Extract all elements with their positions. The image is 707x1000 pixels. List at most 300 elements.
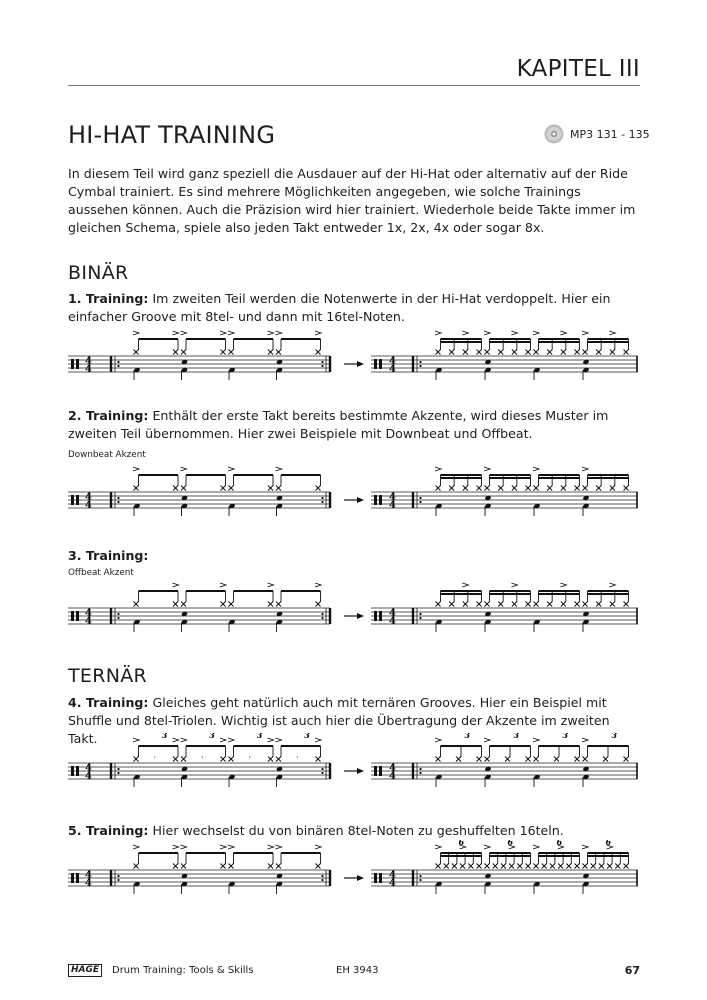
hihat-note [463, 350, 468, 355]
accent-mark [276, 845, 282, 849]
tuplet-number: 3 [304, 733, 310, 740]
time-signature-bottom: 4 [85, 500, 92, 511]
percussion-clef [379, 611, 382, 621]
repeat-dot [117, 501, 119, 503]
repeat-dot [419, 875, 421, 877]
page-footer [68, 964, 640, 980]
hihat-note [449, 602, 454, 607]
hihat-note [316, 350, 321, 355]
repeat-dot [419, 772, 421, 774]
hihat-note [316, 602, 321, 607]
hihat-note [268, 864, 273, 869]
hihat-note [512, 486, 517, 491]
notation-system-4 [68, 733, 640, 795]
eighth-rest: 𝄾 [248, 754, 251, 762]
accent-mark [228, 467, 234, 471]
time-signature-top: 4 [85, 608, 92, 619]
arrow-head [357, 361, 364, 367]
hihat-note [558, 864, 563, 869]
chapter-title: KAPITEL III [516, 56, 640, 82]
training-4-body: Gleiches geht natürlich auch mit ternären Grooves. Hier ein Beispiel mit Shuffle und 8tel-Triolen. Wichtig ist auch hier die Übertragung der Akzente im zweiten Takt. [68, 695, 610, 746]
hihat-note [561, 350, 566, 355]
hihat-note [436, 486, 441, 491]
accent-mark [582, 331, 588, 335]
hihat-note [449, 486, 454, 491]
hihat-note [610, 602, 615, 607]
tuplet-number: 6 [605, 840, 612, 847]
percussion-clef [379, 873, 382, 883]
hihat-note [603, 757, 608, 762]
hihat-note [624, 486, 629, 491]
accent-mark [173, 583, 179, 587]
hihat-note [463, 602, 468, 607]
hihat-note [566, 864, 571, 869]
accent-mark [268, 738, 274, 742]
hihat-note [534, 350, 539, 355]
percussion-clef [71, 873, 74, 883]
hihat-note [477, 757, 482, 762]
tuplet-number: 6 [556, 840, 563, 847]
percussion-clef [76, 611, 79, 621]
tuplet-number: 3 [209, 733, 215, 740]
arrow-head [357, 875, 364, 881]
notation-system-1 [68, 326, 640, 386]
hihat-note [276, 757, 281, 762]
training-2-body: Enthält der erste Takt bereits bestimmte Akzente, wird dieses Muster im zweiten Teil übernommen. Hier zwei Beispiele mit Downbeat und Offbeat. [68, 408, 609, 441]
repeat-dot [117, 772, 119, 774]
hihat-note [268, 602, 273, 607]
hihat-note [583, 757, 588, 762]
repeat-dot [117, 875, 119, 877]
time-signature-bottom: 4 [85, 364, 92, 375]
notation-system-3 [68, 578, 640, 638]
accent-mark [533, 331, 539, 335]
accent-mark [133, 738, 139, 742]
tuplet-number: 6 [507, 840, 514, 847]
hihat-note [501, 864, 506, 869]
hihat-note [505, 757, 510, 762]
hihat-note [173, 486, 178, 491]
accent-mark [173, 738, 179, 742]
time-signature-bottom: 4 [389, 500, 396, 511]
accent-mark [268, 845, 274, 849]
repeat-dot [117, 879, 119, 881]
hihat-note [561, 602, 566, 607]
hihat-note [550, 864, 555, 869]
accent-mark [220, 583, 226, 587]
hihat-note [624, 350, 629, 355]
hihat-note [512, 602, 517, 607]
percussion-clef [76, 766, 79, 776]
accent-mark [133, 845, 139, 849]
intro-paragraph: In diesem Teil wird ganz speziell die Ausdauer auf der Hi-Hat oder alternativ auf der Ride Cymbal trainiert. Es sind mehrere Möglichkeiten angegeben, wie solche Trainings aussehen können. Auch die Präzision wird hier trainiert. Wiederhole beide Takte immer im gleichen Schema, spiele also jeden Takt entweder 1x, 2x, 4x oder sogar 8x. [68, 166, 636, 235]
accent-mark [315, 331, 321, 335]
hihat-note [449, 350, 454, 355]
section-heading-ternaer: TERNÄR [68, 665, 148, 687]
time-signature-top: 4 [85, 870, 92, 881]
hihat-note [221, 486, 226, 491]
repeat-dot [321, 879, 323, 881]
percussion-clef [379, 359, 382, 369]
caption-downbeat: Downbeat Akzent [68, 450, 146, 460]
accent-mark [435, 331, 441, 335]
repeat-dot [419, 365, 421, 367]
arrow-head [357, 613, 364, 619]
percussion-clef [76, 359, 79, 369]
percussion-clef [71, 611, 74, 621]
percussion-clef [374, 766, 377, 776]
hihat-note [468, 864, 473, 869]
arrow-head [357, 497, 364, 503]
hihat-note [596, 486, 601, 491]
hihat-note [477, 602, 482, 607]
percussion-clef [374, 359, 377, 369]
hihat-note [498, 602, 503, 607]
hihat-note [436, 864, 441, 869]
accent-mark [276, 738, 282, 742]
hihat-note [221, 602, 226, 607]
hihat-note [575, 602, 580, 607]
tuplet-number: 3 [562, 733, 569, 740]
hihat-note [517, 864, 522, 869]
hihat-note [534, 486, 539, 491]
hihat-note [624, 864, 629, 869]
accent-mark [582, 738, 588, 742]
repeat-dot [419, 768, 421, 770]
hihat-note [316, 486, 321, 491]
repeat-dot [117, 365, 119, 367]
page-number: 67 [624, 964, 640, 977]
hihat-note [173, 350, 178, 355]
hihat-note [436, 350, 441, 355]
hihat-note [221, 864, 226, 869]
hihat-note [607, 864, 612, 869]
repeat-dot [321, 613, 323, 615]
accent-mark [133, 467, 139, 471]
arrow-head [357, 768, 364, 774]
hihat-note [221, 350, 226, 355]
hihat-note [477, 486, 482, 491]
repeat-dot [419, 501, 421, 503]
training-2-text [68, 407, 640, 443]
accent-mark [315, 738, 321, 742]
hihat-note [596, 602, 601, 607]
caption-offbeat: Offbeat Akzent [68, 568, 134, 578]
percussion-clef [76, 873, 79, 883]
accent-mark [173, 331, 179, 335]
repeat-dot [321, 768, 323, 770]
time-signature-bottom: 4 [389, 878, 396, 889]
hihat-note [134, 757, 139, 762]
accent-mark [435, 738, 441, 742]
mp3-label: MP3 131 - 135 [570, 127, 650, 141]
hihat-note [460, 864, 465, 869]
hihat-note [134, 602, 139, 607]
hihat-note [173, 602, 178, 607]
accent-mark [228, 738, 234, 742]
accent-mark [511, 331, 517, 335]
hihat-note [134, 350, 139, 355]
footer-book-title: Drum Training: Tools & Skills [112, 965, 254, 976]
hihat-note [268, 757, 273, 762]
accent-mark [484, 467, 490, 471]
repeat-dot [321, 875, 323, 877]
hihat-note [547, 350, 552, 355]
hihat-note [575, 757, 580, 762]
repeat-dot [321, 772, 323, 774]
hihat-note [583, 864, 588, 869]
hihat-note [561, 486, 566, 491]
percussion-clef [76, 495, 79, 505]
eighth-rest: 𝄾 [296, 754, 299, 762]
hihat-note [134, 486, 139, 491]
hihat-note [181, 864, 186, 869]
page-title: HI-HAT TRAINING [68, 121, 276, 149]
hihat-note [493, 864, 498, 869]
hihat-note [485, 864, 490, 869]
hihat-note [498, 350, 503, 355]
hihat-note [229, 486, 234, 491]
time-signature-top: 4 [85, 356, 92, 367]
accent-mark [268, 331, 274, 335]
cd-icon [544, 124, 564, 144]
training-4-label: 4. Training: [68, 695, 149, 710]
hihat-note [526, 486, 531, 491]
tuplet-number: 3 [513, 733, 520, 740]
hihat-note [509, 864, 514, 869]
training-1-body: Im zweiten Teil werden die Notenwerte in der Hi-Hat verdoppelt. Hier ein einfacher Groove mit 8tel- und dann mit 16tel-Noten. [68, 291, 611, 324]
hihat-note [463, 486, 468, 491]
hihat-note [276, 864, 281, 869]
hihat-note [547, 602, 552, 607]
eighth-rest: 𝄾 [153, 754, 156, 762]
accent-mark [276, 331, 282, 335]
accent-mark [484, 845, 490, 849]
accent-mark [181, 845, 187, 849]
tuplet-number: 3 [611, 733, 618, 740]
training-5-body: Hier wechselst du von binären 8tel-Noten zu geshuffelten 16teln. [148, 823, 564, 838]
hihat-note [436, 602, 441, 607]
accent-mark [315, 583, 321, 587]
time-signature-top: 4 [389, 492, 396, 503]
time-signature-bottom: 4 [85, 771, 92, 782]
hihat-note [229, 864, 234, 869]
notation-system-2 [68, 462, 640, 522]
hihat-note [596, 350, 601, 355]
hihat-note [221, 757, 226, 762]
accent-mark [533, 738, 539, 742]
percussion-clef [374, 873, 377, 883]
tuplet-number: 3 [464, 733, 471, 740]
repeat-dot [321, 361, 323, 363]
eighth-rest: 𝄾 [201, 754, 204, 762]
accent-mark [276, 467, 282, 471]
repeat-dot [419, 879, 421, 881]
hihat-note [229, 350, 234, 355]
percussion-clef [374, 611, 377, 621]
hihat-note [268, 350, 273, 355]
hihat-note [575, 486, 580, 491]
repeat-dot [321, 497, 323, 499]
training-2-label: 2. Training: [68, 408, 149, 423]
tuplet-number: 3 [256, 733, 263, 740]
hihat-note [575, 350, 580, 355]
accent-mark [220, 845, 226, 849]
hihat-note [485, 757, 490, 762]
repeat-dot [117, 768, 119, 770]
time-signature-top: 4 [389, 763, 396, 774]
hihat-note [542, 864, 547, 869]
repeat-dot [117, 613, 119, 615]
accent-mark [462, 583, 468, 587]
training-3-text [68, 547, 640, 565]
hihat-note [624, 602, 629, 607]
time-signature-bottom: 4 [389, 616, 396, 627]
repeat-dot [117, 497, 119, 499]
accent-mark [181, 738, 187, 742]
hihat-note [316, 864, 321, 869]
percussion-clef [71, 766, 74, 776]
percussion-clef [71, 359, 74, 369]
time-signature-bottom: 4 [389, 771, 396, 782]
section-heading-binaer: BINÄR [68, 262, 129, 284]
hihat-note [173, 864, 178, 869]
hihat-note [534, 602, 539, 607]
time-signature-top: 4 [389, 356, 396, 367]
hihat-note [173, 757, 178, 762]
hihat-note [181, 602, 186, 607]
time-signature-bottom: 4 [85, 878, 92, 889]
accent-mark [228, 331, 234, 335]
accent-mark [220, 331, 226, 335]
hihat-note [512, 350, 517, 355]
training-1-label: 1. Training: [68, 291, 149, 306]
repeat-dot [419, 613, 421, 615]
repeat-dot [321, 501, 323, 503]
hihat-note [452, 864, 457, 869]
accent-mark [560, 331, 566, 335]
hihat-note [229, 602, 234, 607]
accent-mark [435, 845, 441, 849]
accent-mark [609, 583, 615, 587]
repeat-dot [419, 361, 421, 363]
hihat-note [316, 757, 321, 762]
accent-mark [484, 331, 490, 335]
hihat-note [498, 486, 503, 491]
repeat-dot [321, 617, 323, 619]
hihat-note [583, 350, 588, 355]
time-signature-top: 4 [389, 608, 396, 619]
hihat-note [485, 486, 490, 491]
accent-mark [582, 467, 588, 471]
hihat-note [526, 864, 531, 869]
accent-mark [268, 583, 274, 587]
percussion-clef [71, 495, 74, 505]
tuplet-number: 3 [161, 733, 168, 740]
hihat-note [229, 757, 234, 762]
hihat-note [134, 864, 139, 869]
hihat-note [547, 486, 552, 491]
hihat-note [575, 864, 580, 869]
footer-catalog-number: EH 3943 [336, 965, 379, 976]
accent-mark [560, 583, 566, 587]
hihat-note [583, 486, 588, 491]
accent-mark [220, 738, 226, 742]
accent-mark [533, 467, 539, 471]
hihat-note [534, 864, 539, 869]
accent-mark [315, 845, 321, 849]
hihat-note [526, 602, 531, 607]
accent-mark [462, 331, 468, 335]
time-signature-bottom: 4 [389, 364, 396, 375]
hihat-note [485, 602, 490, 607]
hihat-note [276, 602, 281, 607]
hihat-note [456, 757, 461, 762]
accent-mark [435, 467, 441, 471]
hihat-note [181, 757, 186, 762]
hihat-note [276, 350, 281, 355]
hihat-note [436, 757, 441, 762]
percussion-clef [374, 495, 377, 505]
hihat-note [181, 350, 186, 355]
accent-mark [533, 845, 539, 849]
accent-mark [181, 331, 187, 335]
percussion-clef [379, 766, 382, 776]
hihat-note [610, 350, 615, 355]
accent-mark [133, 331, 139, 335]
hihat-note [526, 350, 531, 355]
training-3-label: 3. Training: [68, 548, 149, 563]
mp3-reference[interactable] [544, 124, 650, 144]
hihat-note [526, 757, 531, 762]
accent-mark [511, 583, 517, 587]
repeat-dot [321, 365, 323, 367]
hihat-note [599, 864, 604, 869]
accent-mark [173, 845, 179, 849]
hihat-note [591, 864, 596, 869]
hihat-note [534, 757, 539, 762]
accent-mark [582, 845, 588, 849]
training-5-text [68, 822, 640, 840]
hihat-note [276, 486, 281, 491]
hihat-note [485, 350, 490, 355]
training-1-text [68, 290, 640, 326]
accent-mark [609, 331, 615, 335]
notation-system-5 [68, 840, 640, 902]
publisher-logo: HAGE [68, 964, 102, 977]
header-rule [68, 85, 640, 86]
training-5-label: 5. Training: [68, 823, 149, 838]
percussion-clef [379, 495, 382, 505]
time-signature-top: 4 [389, 870, 396, 881]
accent-mark [228, 845, 234, 849]
hihat-note [444, 864, 449, 869]
repeat-dot [117, 617, 119, 619]
repeat-dot [419, 497, 421, 499]
repeat-dot [117, 361, 119, 363]
time-signature-bottom: 4 [85, 616, 92, 627]
hihat-note [610, 486, 615, 491]
hihat-note [477, 864, 482, 869]
hihat-note [624, 757, 629, 762]
hihat-note [615, 864, 620, 869]
hihat-note [181, 486, 186, 491]
hihat-note [477, 350, 482, 355]
time-signature-top: 4 [85, 492, 92, 503]
time-signature-top: 4 [85, 763, 92, 774]
accent-mark [484, 738, 490, 742]
accent-mark [181, 467, 187, 471]
